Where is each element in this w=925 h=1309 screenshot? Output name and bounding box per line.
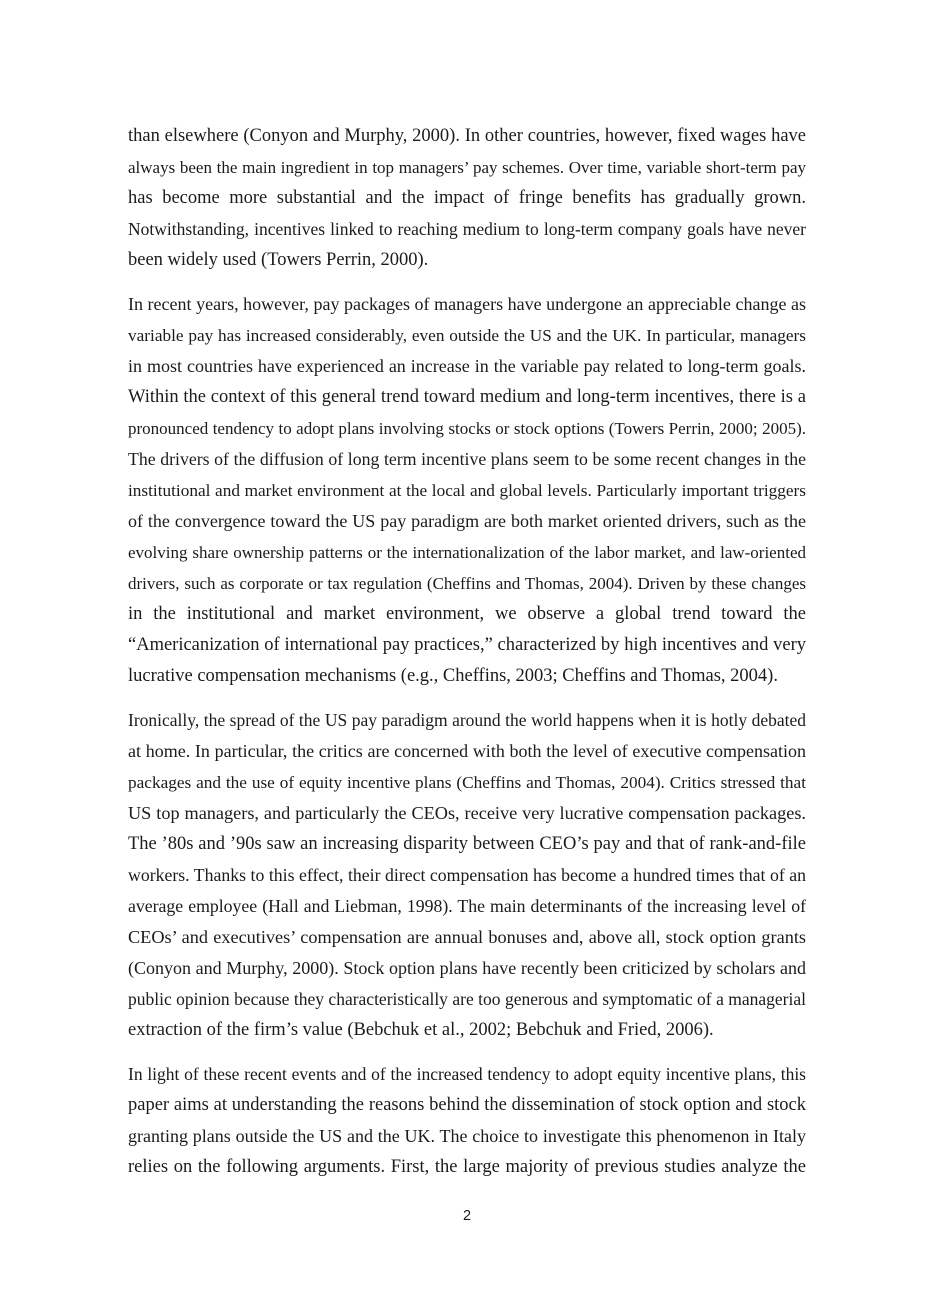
text-line: CEOs’ and executives’ compensation are annual bonuses and, above all, stock option grants <box>128 927 806 947</box>
text-line: relies on the following arguments. First, the large majority of previous studies analyze the <box>128 1157 806 1177</box>
text-line: evolving share ownership patterns or the internationalization of the labor market, and law-oriented <box>128 543 806 562</box>
paragraph <box>128 705 806 1046</box>
text-line: packages and the use of equity incentive plans (Cheffins and Thomas, 2004). Critics stressed that <box>128 773 806 792</box>
text-line: Notwithstanding, incentives linked to reaching medium to long-term company goals have never <box>128 219 806 239</box>
text-line: Ironically, the spread of the US pay paradigm around the world happens when it is hotly debated <box>128 710 806 730</box>
text-line: been widely used (Towers Perrin, 2000). <box>128 250 429 270</box>
text-line: in most countries have experienced an increase in the variable pay related to long-term goals. <box>128 356 806 376</box>
text-line: than elsewhere (Conyon and Murphy, 2000). In other countries, however, fixed wages have <box>128 126 806 146</box>
text-line: of the convergence toward the US pay paradigm are both market oriented drivers, such as the <box>128 511 806 531</box>
text-line: “Americanization of international pay practices,” characterized by high incentives and very <box>128 635 806 655</box>
text-line: paper aims at understanding the reasons behind the dissemination of stock option and stock <box>128 1095 806 1115</box>
text-line: drivers, such as corporate or tax regulation (Cheffins and Thomas, 2004). Driven by these changes <box>128 574 806 593</box>
text-line: variable pay has increased considerably, even outside the US and the UK. In particular, managers <box>128 326 806 345</box>
text-line: In light of these recent events and of the increased tendency to adopt equity incentive plans, this <box>128 1064 806 1084</box>
text-line: lucrative compensation mechanisms (e.g., Cheffins, 2003; Cheffins and Thomas, 2004). <box>128 666 778 686</box>
text-line: always been the main ingredient in top managers’ pay schemes. Over time, variable short-term pay <box>128 158 806 177</box>
paragraph <box>128 1059 806 1183</box>
page-text-block <box>128 121 806 1196</box>
text-line: In recent years, however, pay packages of managers have undergone an appreciable change as <box>128 294 806 314</box>
text-line: average employee (Hall and Liebman, 1998). The main determinants of the increasing level of <box>128 896 806 916</box>
paragraph <box>128 121 806 276</box>
text-line: has become more substantial and the impact of fringe benefits has gradually grown. <box>128 188 806 208</box>
text-line: The ’80s and ’90s saw an increasing disparity between CEO’s pay and that of rank-and-file <box>128 834 806 854</box>
text-line: pronounced tendency to adopt plans involving stocks or stock options (Towers Perrin, 2000; 2005). <box>128 419 806 438</box>
text-line: (Conyon and Murphy, 2000). Stock option plans have recently been criticized by scholars and <box>128 958 806 978</box>
text-line: institutional and market environment at the local and global levels. Particularly important triggers <box>128 481 806 500</box>
text-line: extraction of the firm’s value (Bebchuk et al., 2002; Bebchuk and Fried, 2006). <box>128 1020 714 1040</box>
paragraph <box>128 289 806 692</box>
text-line: workers. Thanks to this effect, their direct compensation has become a hundred times that of an <box>128 865 806 885</box>
text-line: Within the context of this general trend toward medium and long-term incentives, there is a <box>128 387 806 407</box>
text-line: The drivers of the diffusion of long term incentive plans seem to be some recent changes in the <box>128 449 806 469</box>
page-footer <box>128 1206 806 1226</box>
text-line: granting plans outside the US and the UK. The choice to investigate this phenomenon in Italy <box>128 1126 806 1146</box>
text-line: US top managers, and particularly the CEOs, receive very lucrative compensation packages. <box>128 803 806 823</box>
text-line: at home. In particular, the critics are concerned with both the level of executive compensation <box>128 741 806 761</box>
text-line: in the institutional and market environment, we observe a global trend toward the <box>128 604 806 624</box>
page-number: 2 <box>462 1208 472 1224</box>
text-line: public opinion because they characteristically are too generous and symptomatic of a managerial <box>128 989 806 1009</box>
